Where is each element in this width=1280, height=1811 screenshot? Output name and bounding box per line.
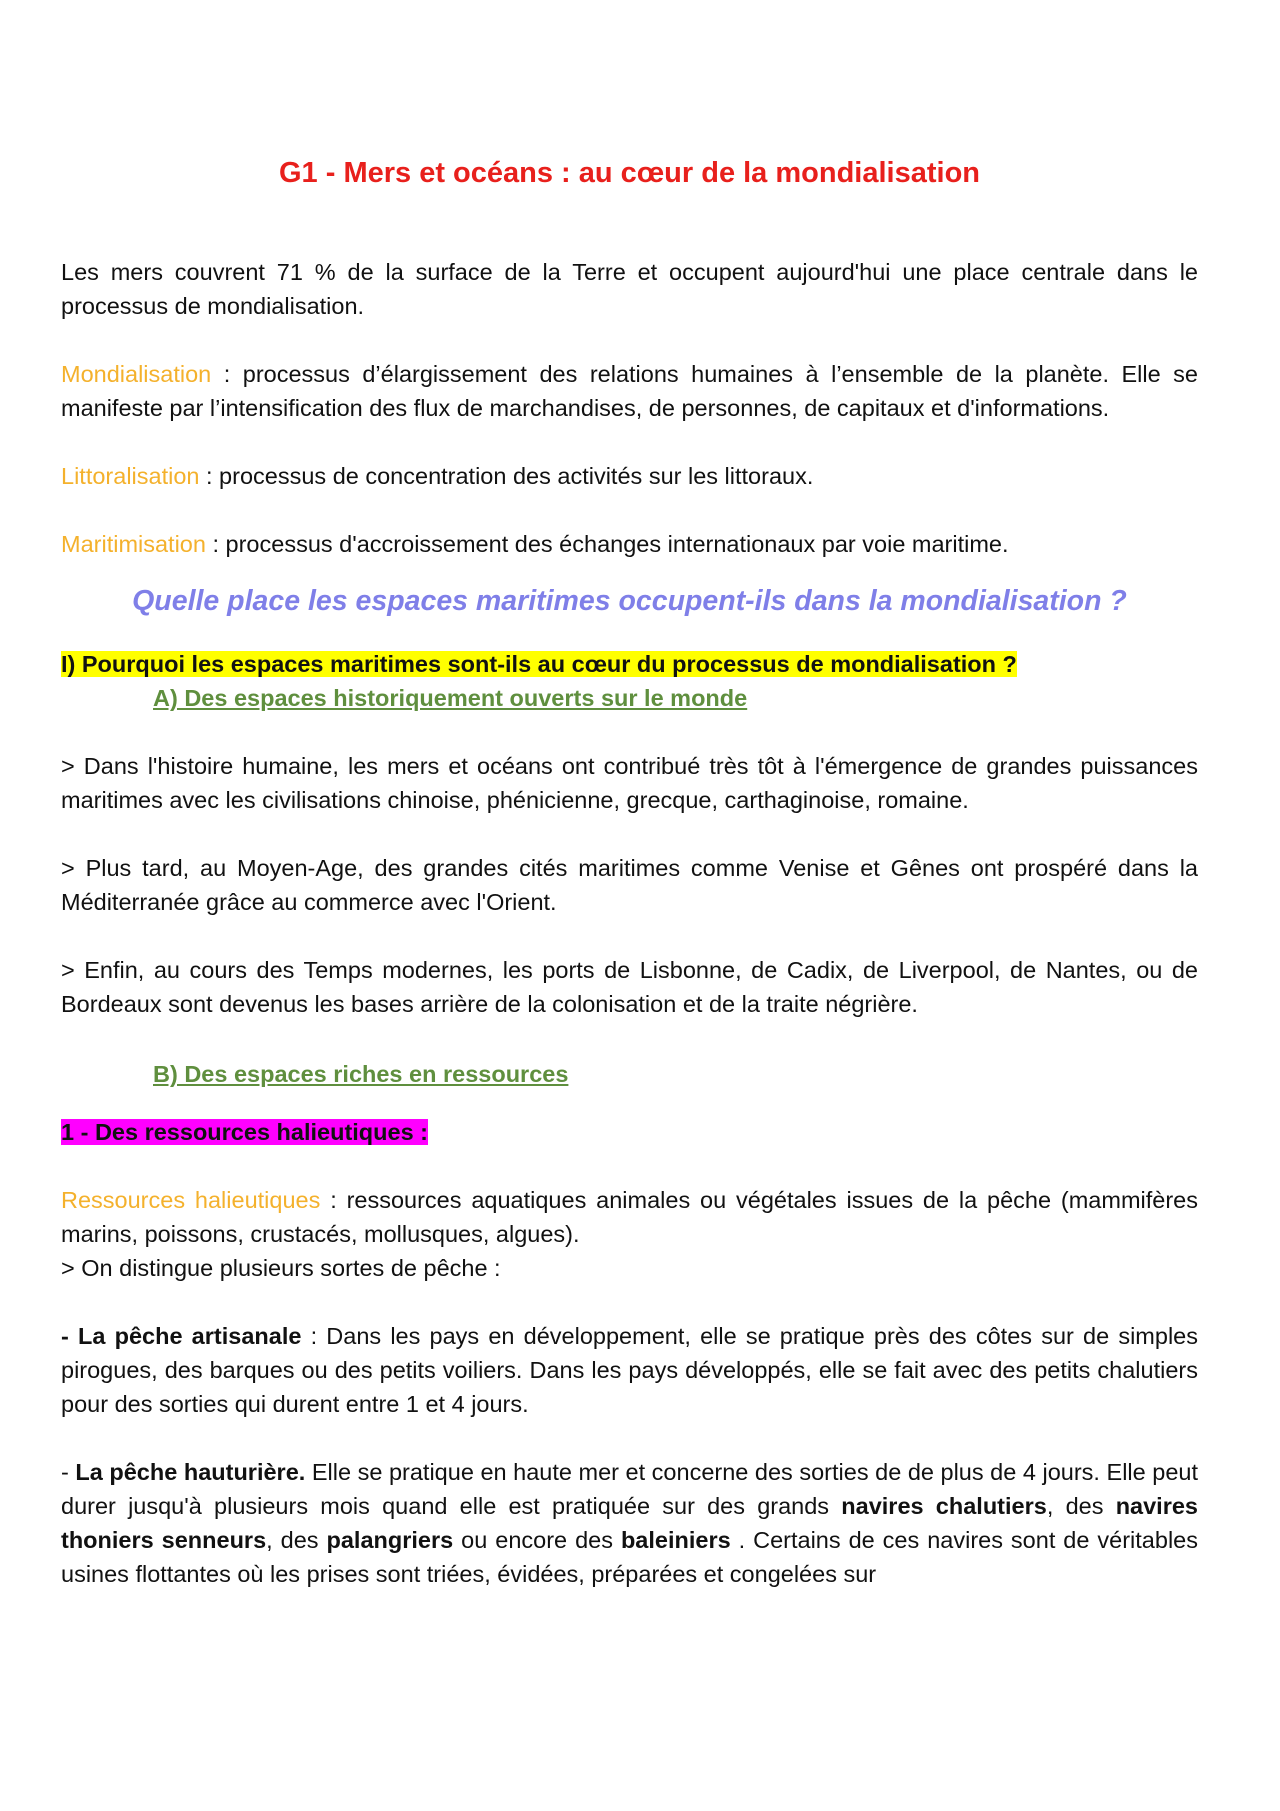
peche-artisanale-label: - La pêche artisanale — [61, 1323, 302, 1349]
definition-halieutique — [61, 1183, 1198, 1251]
definition-text: : processus d'accroissement des échanges internationaux par voie maritime. — [205, 531, 1009, 557]
bold-term: palangriers — [326, 1527, 454, 1553]
bold-term: navires thoniers senneurs — [61, 1493, 1198, 1553]
text-run: Elle se pratique en haute mer et concerne des sorties de de plus de 4 jours. Elle peut durer jusqu'à plusieurs mois quand elle est pratiquée sur des grands — [61, 1459, 1198, 1519]
part1-heading — [61, 647, 1198, 681]
text-run: , des — [266, 1527, 327, 1553]
text-run: . Certains de ces navires sont de véritables usines flottantes où les prises sont triées, évidées, préparées et congelées sur — [61, 1527, 1198, 1587]
section1-heading-text: 1 - Des ressources halieutiques : — [61, 1119, 429, 1145]
page-title: G1 - Mers et océans : au cœur de la mondialisation — [279, 157, 980, 189]
peche-artisanale-paragraph — [61, 1319, 1198, 1421]
fishing-types-intro: > On distingue plusieurs sortes de pêche : — [61, 1255, 501, 1281]
text-run: , des — [1046, 1493, 1116, 1519]
intro-paragraph: Les mers couvrent 71 % de la surface de la Terre et occupent aujourd'hui une place centrale dans le processus de mondialisation. — [61, 259, 1198, 319]
section1-heading — [61, 1115, 1198, 1149]
definition-littoralisation — [61, 459, 1198, 493]
definition-text: : processus d’élargissement des relations humaines à l’ensemble de la planète. Elle se manifeste par l’intensification des flux de marchandises, de personnes, de capitaux et d'informations. — [61, 361, 1198, 421]
subsection-a-heading: A) Des espaces historiquement ouverts sur le monde — [153, 685, 748, 711]
term-halieutique: Ressources halieutiques — [61, 1187, 321, 1213]
term-littoralisation: Littoralisation — [61, 463, 200, 489]
peche-hauturiere-paragraph — [61, 1455, 1198, 1591]
bold-term: navires chalutiers — [841, 1493, 1047, 1519]
problematique-question: Quelle place les espaces maritimes occupent-ils dans la mondialisation ? — [132, 585, 1127, 617]
history-paragraph-1: > Dans l'histoire humaine, les mers et océans ont contribué très tôt à l'émergence de grandes puissances maritimes avec les civilisations chinoise, phénicienne, grecque, carthaginoise, romaine. — [61, 753, 1198, 813]
text-run: ou encore des — [453, 1527, 621, 1553]
subsection-b-heading: B) Des espaces riches en ressources — [153, 1061, 569, 1087]
history-paragraph-3: > Enfin, au cours des Temps modernes, les ports de Lisbonne, de Cadix, de Liverpool, de Nantes, ou de Bordeaux sont devenus les bases arrière de la colonisation et de la traite négrière. — [61, 957, 1198, 1017]
definition-maritimisation — [61, 527, 1198, 561]
definition-mondialisation — [61, 357, 1198, 425]
term-maritimisation: Maritimisation — [61, 531, 206, 557]
bold-term: baleiniers — [620, 1527, 731, 1553]
definition-text: : processus de concentration des activités sur les littoraux. — [199, 463, 814, 489]
dash: - — [61, 1459, 76, 1485]
part1-heading-text: I) Pourquoi les espaces maritimes sont-ils au cœur du processus de mondialisation ? — [61, 651, 1017, 677]
peche-hauturiere-label: La pêche hauturière. — [75, 1459, 306, 1485]
term-mondialisation: Mondialisation — [61, 361, 212, 387]
peche-artisanale-text: : Dans les pays en développement, elle se pratique près des côtes sur de simples pirogues, des barques ou des petits voiliers. Dans les pays développés, elle se fait avec des petits chalutiers pour des sorties qui durent entre 1 et 4 jours. — [61, 1323, 1198, 1417]
history-paragraph-2: > Plus tard, au Moyen-Age, des grandes cités maritimes comme Venise et Gênes ont prospéré dans la Méditerranée grâce au commerce avec l'Orient. — [61, 855, 1198, 915]
definition-text: : ressources aquatiques animales ou végétales issues de la pêche (mammifères marins, poissons, crustacés, mollusques, algues). — [61, 1187, 1198, 1247]
